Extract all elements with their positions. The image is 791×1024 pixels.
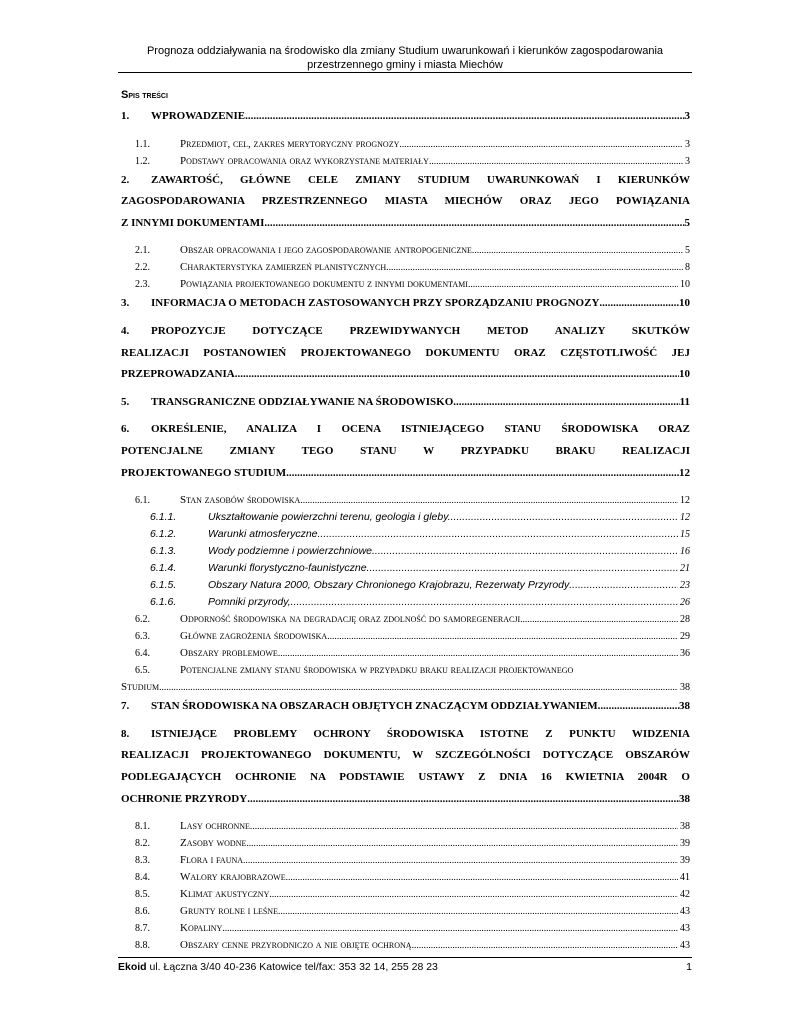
toc-entry-6[interactable]: 6. OKREŚLENIE, ANALIZA I OCENA ISTNIEJĄCEGO STANU ŚRODOWISKA ORAZ POTENCJALNE ZMIANY TEGO STANU W PRZYPADKU BRAKU REALIZACJI PROJEKTOWANEGO STUDIUM ..... 12: [121, 419, 690, 484]
toc-entry-8-8[interactable]: 8.8. Obszary cenne przyrodniczo a nie objęte ochroną ..... 43: [121, 937, 690, 954]
footer-rule: [118, 957, 692, 958]
toc-entry-2-3[interactable]: 2.3. Powiązania projektowanego dokumentu z innymi dokumentami ..... 10: [121, 276, 690, 293]
toc-entry-3[interactable]: 3. INFORMACJA O METODACH ZASTOSOWANYCH PRZY SPORZĄDZANIU PROGNOZY ..... 10: [121, 293, 690, 315]
table-of-contents: [121, 106, 690, 954]
toc-entry-8-7[interactable]: 8.7. Kopaliny ..... 43: [121, 920, 690, 937]
footer-address: Ekoid ul. Łączna 3/40 40-236 Katowice tel/fax: 353 32 14, 255 28 23: [118, 961, 438, 973]
toc-entry-2-1[interactable]: 2.1. Obszar opracowania i jego zagospodarowanie antropogeniczne ..... 5: [121, 242, 690, 259]
toc-entry-8-1[interactable]: 8.1. Lasy ochronne ..... 38: [121, 818, 690, 835]
toc-entry-8-6[interactable]: 8.6. Grunty rolne i leśne ..... 43: [121, 903, 690, 920]
toc-entry-6-1-5[interactable]: 6.1.5. Obszary Natura 2000, Obszary Chronionego Krajobrazu, Rezerwaty Przyrody ..... 23: [121, 577, 690, 594]
toc-entry-6-1-3[interactable]: 6.1.3. Wody podziemne i powierzchniowe ..... 16: [121, 543, 690, 560]
toc-entry-1-1[interactable]: 1.1. Przedmiot, cel, zakres merytoryczny prognozy ..... 3: [121, 136, 690, 153]
header-line-2: przestrzennego gminy i miasta Miechów: [307, 59, 503, 71]
toc-entry-8[interactable]: 8. ISTNIEJĄCE PROBLEMY OCHRONY ŚRODOWISKA ISTOTNE Z PUNKTU WIDZENIA REALIZACJI PROJEKTOWANEGO DOKUMENTU, W SZCZEGÓLNOŚCI DOTYCZĄCE OBSZARÓW PODLEGAJĄCYCH OCHRONIE NA PODSTAWIE USTAWY Z DNIA 16 KWIETNIA 2004R O OCHRONIE PRZYRODY ..... 38: [121, 724, 690, 810]
toc-entry-1-2[interactable]: 1.2. Podstawy opracowania oraz wykorzystane materiały ..... 3: [121, 153, 690, 170]
toc-entry-6-1-6[interactable]: 6.1.6. Pomniki przyrody, ..... 26: [121, 594, 690, 611]
toc-entry-6-5[interactable]: 6.5. Potencjalne zmiany stanu środowiska w przypadku braku realizacji projektowanego Studium ..... 38: [121, 662, 690, 696]
toc-entry-4[interactable]: 4. PROPOZYCJE DOTYCZĄCE PRZEWIDYWANYCH METOD ANALIZY SKUTKÓW REALIZACJI POSTANOWIEŃ PROJEKTOWANEGO DOKUMENTU ORAZ CZĘSTOTLIWOŚĆ JEJ PRZEPROWADZANIA ..... 10: [121, 321, 690, 386]
toc-entry-6-1-1[interactable]: 6.1.1. Ukształtowanie powierzchni terenu, geologia i gleby. ..... 12: [121, 509, 690, 526]
toc-entry-6-1-2[interactable]: 6.1.2. Warunki atmosferyczne ..... 15: [121, 526, 690, 543]
header-line-1: Prognoza oddziaływania na środowisko dla zmiany Studium uwarunkowań i kierunków zagospodarowania: [146, 45, 664, 57]
header-rule: [118, 72, 692, 73]
page-header: [118, 44, 692, 72]
page-footer: [118, 961, 692, 973]
toc-entry-7[interactable]: 7. STAN ŚRODOWISKA NA OBSZARACH OBJĘTYCH ZNACZĄCYM ODDZIAŁYWANIEM ..... 38: [121, 696, 690, 718]
toc-entry-6-1[interactable]: 6.1. Stan zasobów środowiska ..... 12: [121, 492, 690, 509]
toc-entry-6-2[interactable]: 6.2. Odporność środowiska na degradację oraz zdolność do samoregeneracji ..... 28: [121, 611, 690, 628]
toc-entry-6-1-4[interactable]: 6.1.4. Warunki florystyczno-faunistyczne ..... 21: [121, 560, 690, 577]
toc-entry-8-2[interactable]: 8.2. Zasoby wodne ..... 39: [121, 835, 690, 852]
toc-entry-8-4[interactable]: 8.4. Walory krajobrazowe ..... 41: [121, 869, 690, 886]
page-number: 1: [686, 961, 692, 973]
toc-title: Spis treści: [121, 89, 168, 101]
toc-entry-8-3[interactable]: 8.3. Flora i fauna ..... 39: [121, 852, 690, 869]
toc-entry-8-5[interactable]: 8.5. Klimat akustyczny ..... 42: [121, 886, 690, 903]
toc-entry-6-3[interactable]: 6.3. Główne zagrożenia środowiska ..... 29: [121, 628, 690, 645]
toc-entry-6-4[interactable]: 6.4. Obszary problemowe ..... 36: [121, 645, 690, 662]
toc-entry-2[interactable]: 2. ZAWARTOŚĆ, GŁÓWNE CELE ZMIANY STUDIUM UWARUNKOWAŃ I KIERUNKÓW ZAGOSPODAROWANIA PRZESTRZENNEGO MIASTA MIECHÓW ORAZ JEGO POWIĄZANIA Z INNYMI DOKUMENTAMI ..... 5: [121, 170, 690, 235]
toc-entry-2-2[interactable]: 2.2. Charakterystyka zamierzeń planistycznych ..... 8: [121, 259, 690, 276]
toc-entry-5[interactable]: 5. TRANSGRANICZNE ODDZIAŁYWANIE NA ŚRODOWISKO ..... 11: [121, 392, 690, 414]
toc-entry-1[interactable]: 1. WPROWADZENIE ..... 3: [121, 106, 690, 128]
